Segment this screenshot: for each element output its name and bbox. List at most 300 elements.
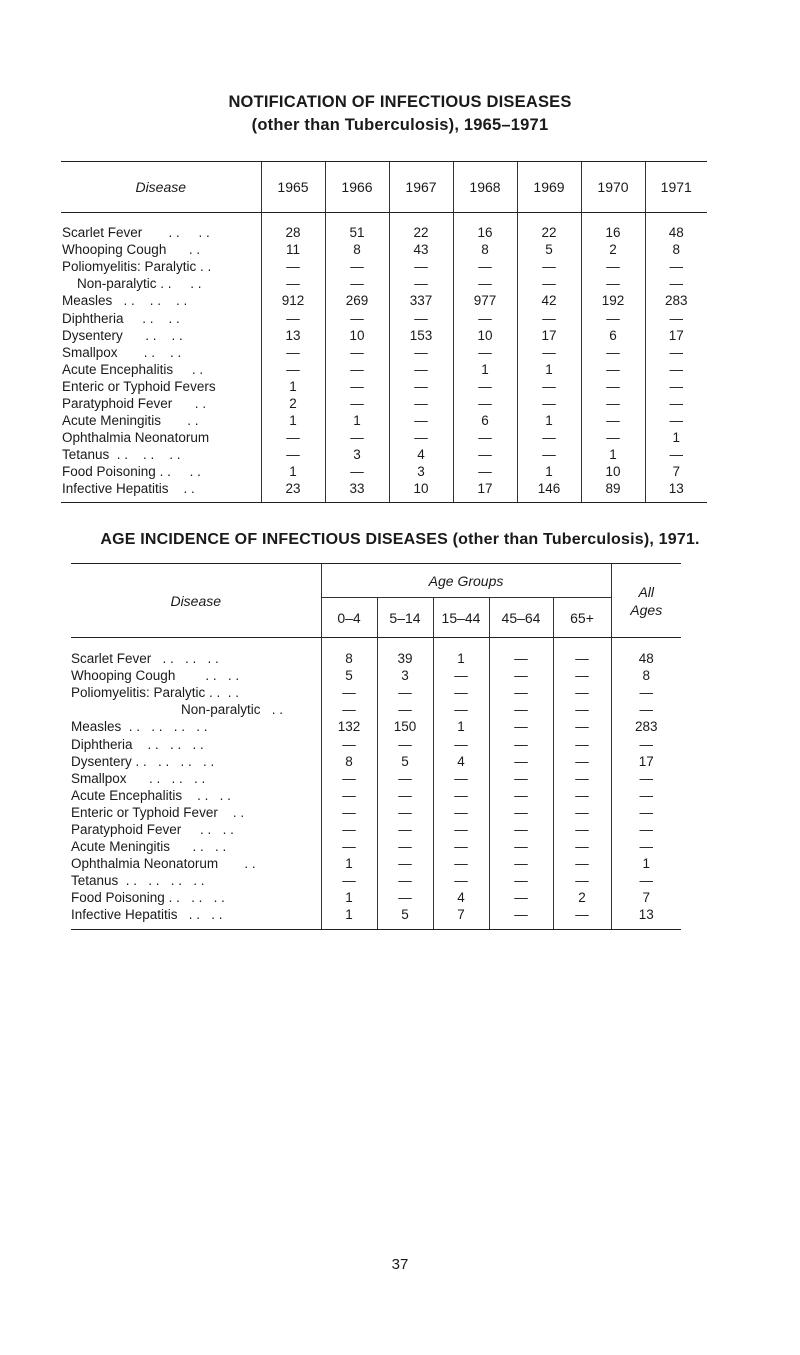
value-cell: — <box>261 258 325 275</box>
value-cell: — <box>517 275 581 292</box>
value-cell: 13 <box>645 480 707 502</box>
table-row <box>61 344 707 361</box>
value-cell: — <box>645 412 707 429</box>
value-cell: 1 <box>321 855 377 872</box>
col-header: 1965 <box>261 162 325 213</box>
disease-cell: Non-paralytic . . <box>181 702 284 718</box>
col-header: 1969 <box>517 162 581 213</box>
value-cell: 4 <box>389 446 453 463</box>
value-cell: — <box>553 804 611 821</box>
value-cell: — <box>611 735 681 752</box>
value-cell: — <box>489 787 553 804</box>
value-cell: — <box>321 735 377 752</box>
value-cell: — <box>321 838 377 855</box>
disease-cell: Acute Meningitis . . . . <box>71 839 227 855</box>
table-row <box>71 821 681 838</box>
disease-cell: Measles . . . . . . <box>62 293 188 309</box>
value-cell: — <box>325 378 389 395</box>
table-row <box>61 241 707 258</box>
table-row <box>61 327 707 344</box>
table-row <box>61 412 707 429</box>
value-cell: 51 <box>325 213 389 242</box>
title-1 <box>0 91 800 137</box>
value-cell: — <box>261 275 325 292</box>
value-cell: — <box>389 344 453 361</box>
value-cell: — <box>517 258 581 275</box>
disease-cell: Scarlet Fever . . . . . . <box>71 651 219 667</box>
value-cell: — <box>489 735 553 752</box>
value-cell: 22 <box>389 213 453 242</box>
all-ages-header <box>611 564 681 638</box>
value-cell: — <box>489 684 553 701</box>
value-cell: — <box>581 258 645 275</box>
value-cell: — <box>517 344 581 361</box>
value-cell: 23 <box>261 480 325 502</box>
value-cell: — <box>645 309 707 326</box>
value-cell: — <box>377 684 433 701</box>
value-cell: 89 <box>581 480 645 502</box>
table-row <box>61 258 707 275</box>
value-cell: 1 <box>261 463 325 480</box>
age-header: 15–44 <box>433 598 489 638</box>
value-cell: 1 <box>645 429 707 446</box>
table-row <box>71 872 681 889</box>
value-cell: — <box>453 309 517 326</box>
value-cell: — <box>553 638 611 668</box>
value-cell: 6 <box>453 412 517 429</box>
disease-header: Disease <box>71 564 321 638</box>
value-cell: — <box>433 701 489 718</box>
value-cell: — <box>581 344 645 361</box>
disease-cell: Poliomyelitis: Paralytic . . . . <box>71 685 240 701</box>
value-cell: — <box>581 378 645 395</box>
value-cell: 1 <box>581 446 645 463</box>
disease-cell: Ophthalmia Neonatorum . . <box>71 856 256 872</box>
value-cell: — <box>377 735 433 752</box>
value-cell: — <box>377 872 433 889</box>
value-cell: — <box>433 872 489 889</box>
value-cell: — <box>261 309 325 326</box>
value-cell: — <box>553 906 611 929</box>
value-cell: — <box>645 395 707 412</box>
value-cell: — <box>581 395 645 412</box>
value-cell: 7 <box>433 906 489 929</box>
page-number: 37 <box>391 1256 409 1273</box>
col-header: 1966 <box>325 162 389 213</box>
value-cell: — <box>489 906 553 929</box>
value-cell: — <box>453 258 517 275</box>
value-cell: — <box>489 638 553 668</box>
value-cell: — <box>553 667 611 684</box>
value-cell: 8 <box>611 667 681 684</box>
table-row <box>61 395 707 412</box>
value-cell: 5 <box>517 241 581 258</box>
table-2-body <box>71 638 681 930</box>
value-cell: — <box>489 838 553 855</box>
value-cell: — <box>553 701 611 718</box>
title-2: AGE INCIDENCE OF INFECTIOUS DISEASES (other than Tuberculosis), 1971. <box>100 531 700 548</box>
value-cell: — <box>433 667 489 684</box>
disease-cell: Enteric or Typhoid Fever . . <box>71 804 245 820</box>
value-cell: 5 <box>377 906 433 929</box>
value-cell: — <box>489 872 553 889</box>
table-2-header-row-1 <box>71 564 681 598</box>
value-cell: 150 <box>377 718 433 735</box>
value-cell: — <box>645 361 707 378</box>
value-cell: 3 <box>389 463 453 480</box>
table-row <box>61 275 707 292</box>
table-row <box>71 804 681 821</box>
value-cell: — <box>553 718 611 735</box>
value-cell: 977 <box>453 292 517 309</box>
value-cell: 132 <box>321 718 377 735</box>
disease-cell: Infective Hepatitis . . <box>61 480 261 502</box>
disease-cell: Smallpox . . . . . . <box>71 770 206 786</box>
value-cell: — <box>325 361 389 378</box>
value-cell: 3 <box>377 667 433 684</box>
value-cell: — <box>611 770 681 787</box>
value-cell: 8 <box>325 241 389 258</box>
value-cell: — <box>489 821 553 838</box>
value-cell: — <box>489 855 553 872</box>
value-cell: 1 <box>261 412 325 429</box>
value-cell: — <box>389 275 453 292</box>
value-cell: — <box>389 395 453 412</box>
col-header: 1971 <box>645 162 707 213</box>
value-cell: 4 <box>433 753 489 770</box>
disease-cell: Measles . . . . . . . . <box>71 719 208 735</box>
value-cell: — <box>377 787 433 804</box>
table-row <box>71 906 681 929</box>
value-cell: — <box>377 804 433 821</box>
value-cell: — <box>489 701 553 718</box>
disease-cell: Acute Encephalitis . . . . <box>71 787 231 803</box>
value-cell: 39 <box>377 638 433 668</box>
table-row <box>71 667 681 684</box>
value-cell: — <box>261 344 325 361</box>
col-header: 1968 <box>453 162 517 213</box>
value-cell: — <box>611 872 681 889</box>
table-row <box>61 429 707 446</box>
value-cell: 283 <box>645 292 707 309</box>
value-cell: — <box>553 787 611 804</box>
value-cell: — <box>517 378 581 395</box>
value-cell: 1 <box>517 361 581 378</box>
disease-cell: Ophthalmia Neonatorum <box>62 430 210 446</box>
col-header: 1970 <box>581 162 645 213</box>
disease-cell: Tetanus . . . . . . <box>62 447 181 463</box>
col-header: Disease <box>61 162 261 213</box>
age-header: 0–4 <box>321 598 377 638</box>
value-cell: 1 <box>517 412 581 429</box>
value-cell: 48 <box>611 638 681 668</box>
table-row <box>71 753 681 770</box>
value-cell: 8 <box>453 241 517 258</box>
value-cell: 8 <box>645 241 707 258</box>
value-cell: — <box>489 667 553 684</box>
value-cell: — <box>517 309 581 326</box>
value-cell: 22 <box>517 213 581 242</box>
value-cell: — <box>553 872 611 889</box>
disease-cell: Enteric or Typhoid Fevers <box>62 378 216 394</box>
disease-cell: Dysentery . . . . . . . . <box>71 753 215 769</box>
value-cell: — <box>261 446 325 463</box>
value-cell: — <box>611 821 681 838</box>
table-row <box>71 718 681 735</box>
value-cell: 10 <box>581 463 645 480</box>
value-cell: 17 <box>517 327 581 344</box>
value-cell: — <box>325 344 389 361</box>
table-row <box>71 889 681 906</box>
value-cell: 2 <box>553 889 611 906</box>
value-cell: 2 <box>581 241 645 258</box>
value-cell: 2 <box>261 395 325 412</box>
disease-cell: Poliomyelitis: Paralytic . . <box>62 259 212 275</box>
value-cell: — <box>433 838 489 855</box>
value-cell: — <box>377 770 433 787</box>
value-cell: — <box>489 753 553 770</box>
value-cell: — <box>517 395 581 412</box>
age-header: 5–14 <box>377 598 433 638</box>
value-cell: — <box>433 821 489 838</box>
value-cell: — <box>261 429 325 446</box>
value-cell: — <box>553 855 611 872</box>
value-cell: — <box>321 770 377 787</box>
disease-cell: Scarlet Fever . . . . <box>62 225 210 241</box>
value-cell: — <box>489 718 553 735</box>
table-row <box>71 735 681 752</box>
col-header: 1967 <box>389 162 453 213</box>
disease-cell: Food Poisoning . . . . <box>62 464 201 480</box>
value-cell: — <box>433 855 489 872</box>
value-cell: 13 <box>261 327 325 344</box>
value-cell: — <box>453 446 517 463</box>
value-cell: — <box>553 838 611 855</box>
value-cell: 17 <box>453 480 517 502</box>
value-cell: 1 <box>517 463 581 480</box>
disease-cell: Tetanus . . . . . . . . <box>71 873 205 889</box>
table-row <box>61 309 707 326</box>
value-cell: — <box>321 684 377 701</box>
value-cell: 17 <box>611 753 681 770</box>
value-cell: 5 <box>377 753 433 770</box>
age-header: 45–64 <box>489 598 553 638</box>
disease-cell: Smallpox . . . . <box>62 344 182 360</box>
disease-cell: Whooping Cough . . . . <box>71 668 240 684</box>
disease-cell: Diphtheria . . . . . . <box>71 736 204 752</box>
table-row <box>71 701 681 718</box>
value-cell: — <box>389 412 453 429</box>
table-row <box>61 292 707 309</box>
value-cell: 10 <box>453 327 517 344</box>
disease-cell: Dysentery . . . . <box>62 327 183 343</box>
value-cell: — <box>433 787 489 804</box>
value-cell: — <box>489 889 553 906</box>
disease-cell: Paratyphoid Fever . . <box>62 395 207 411</box>
value-cell: 1 <box>261 378 325 395</box>
value-cell: — <box>453 429 517 446</box>
value-cell: — <box>377 855 433 872</box>
value-cell: 1 <box>433 638 489 668</box>
value-cell: — <box>581 429 645 446</box>
value-cell: 13 <box>611 906 681 929</box>
value-cell: 1 <box>321 906 377 929</box>
value-cell: 4 <box>433 889 489 906</box>
value-cell: 7 <box>611 889 681 906</box>
value-cell: — <box>433 735 489 752</box>
table-1-header-row <box>61 162 707 213</box>
value-cell: — <box>389 429 453 446</box>
table-row <box>61 463 707 480</box>
age-incidence-table <box>71 563 681 930</box>
value-cell: 33 <box>325 480 389 502</box>
value-cell: — <box>389 378 453 395</box>
value-cell: — <box>517 446 581 463</box>
title-1-line-2: (other than Tuberculosis), 1965–1971 <box>251 116 549 134</box>
value-cell: 1 <box>321 889 377 906</box>
table-row <box>71 855 681 872</box>
value-cell: — <box>325 309 389 326</box>
title-1-line-1: NOTIFICATION OF INFECTIOUS DISEASES <box>228 93 572 111</box>
value-cell: — <box>517 429 581 446</box>
value-cell: — <box>553 735 611 752</box>
value-cell: — <box>433 684 489 701</box>
disease-cell: Diphtheria . . . . <box>62 310 180 326</box>
value-cell: 912 <box>261 292 325 309</box>
value-cell: 283 <box>611 718 681 735</box>
value-cell: — <box>321 804 377 821</box>
value-cell: — <box>377 838 433 855</box>
value-cell: 10 <box>389 480 453 502</box>
value-cell: — <box>389 258 453 275</box>
value-cell: 43 <box>389 241 453 258</box>
value-cell: — <box>581 412 645 429</box>
value-cell: 10 <box>325 327 389 344</box>
value-cell: — <box>389 309 453 326</box>
value-cell: 5 <box>321 667 377 684</box>
value-cell: — <box>453 463 517 480</box>
value-cell: 192 <box>581 292 645 309</box>
table-row <box>71 787 681 804</box>
notification-table <box>61 161 707 503</box>
value-cell: — <box>389 361 453 378</box>
all-ages-line-2: Ages <box>630 601 663 618</box>
value-cell: — <box>261 361 325 378</box>
value-cell: — <box>581 361 645 378</box>
value-cell: — <box>645 258 707 275</box>
value-cell: — <box>611 804 681 821</box>
value-cell: — <box>453 275 517 292</box>
value-cell: 1 <box>453 361 517 378</box>
disease-cell: Whooping Cough . . <box>62 242 201 258</box>
value-cell: — <box>553 821 611 838</box>
value-cell: — <box>453 378 517 395</box>
value-cell: — <box>581 309 645 326</box>
disease-cell: Infective Hepatitis . . . . <box>71 906 321 929</box>
value-cell: — <box>321 701 377 718</box>
disease-cell: Acute Encephalitis . . <box>62 361 204 377</box>
age-header: 65+ <box>553 598 611 638</box>
disease-cell: Acute Meningitis . . <box>62 413 199 429</box>
age-groups-header: Age Groups <box>321 564 611 598</box>
value-cell: 3 <box>325 446 389 463</box>
value-cell: — <box>611 701 681 718</box>
table-row <box>61 480 707 502</box>
value-cell: — <box>581 275 645 292</box>
value-cell: 269 <box>325 292 389 309</box>
value-cell: — <box>377 821 433 838</box>
value-cell: — <box>325 275 389 292</box>
disease-cell: Non-paralytic . . . . <box>62 276 202 292</box>
all-ages-line-1: All <box>638 583 655 600</box>
value-cell: — <box>321 821 377 838</box>
table-row <box>71 638 681 668</box>
value-cell: 153 <box>389 327 453 344</box>
value-cell: — <box>433 770 489 787</box>
value-cell: — <box>611 684 681 701</box>
value-cell: 1 <box>325 412 389 429</box>
value-cell: — <box>325 463 389 480</box>
value-cell: 48 <box>645 213 707 242</box>
value-cell: 146 <box>517 480 581 502</box>
value-cell: 8 <box>321 753 377 770</box>
value-cell: 16 <box>453 213 517 242</box>
value-cell: 6 <box>581 327 645 344</box>
value-cell: — <box>453 344 517 361</box>
table-row <box>61 213 707 242</box>
value-cell: — <box>645 378 707 395</box>
value-cell: — <box>489 804 553 821</box>
disease-cell: Paratyphoid Fever . . . . <box>71 821 234 837</box>
value-cell: — <box>553 770 611 787</box>
value-cell: — <box>321 872 377 889</box>
value-cell: — <box>377 701 433 718</box>
value-cell: — <box>321 787 377 804</box>
table-row <box>71 684 681 701</box>
value-cell: 28 <box>261 213 325 242</box>
value-cell: — <box>325 395 389 412</box>
value-cell: 42 <box>517 292 581 309</box>
table-1-body <box>61 213 707 503</box>
value-cell: — <box>553 753 611 770</box>
value-cell: — <box>553 684 611 701</box>
value-cell: — <box>645 446 707 463</box>
disease-cell: Food Poisoning . . . . . . <box>71 890 225 906</box>
table-row <box>61 446 707 463</box>
value-cell: 1 <box>611 855 681 872</box>
table-row <box>61 361 707 378</box>
value-cell: 8 <box>321 638 377 668</box>
value-cell: — <box>377 889 433 906</box>
value-cell: — <box>433 804 489 821</box>
table-row <box>71 770 681 787</box>
value-cell: — <box>489 770 553 787</box>
value-cell: — <box>611 787 681 804</box>
table-row <box>71 838 681 855</box>
value-cell: 337 <box>389 292 453 309</box>
value-cell: 17 <box>645 327 707 344</box>
value-cell: — <box>611 838 681 855</box>
value-cell: 16 <box>581 213 645 242</box>
value-cell: — <box>645 344 707 361</box>
value-cell: — <box>325 258 389 275</box>
value-cell: 7 <box>645 463 707 480</box>
value-cell: — <box>325 429 389 446</box>
table-row <box>61 378 707 395</box>
value-cell: — <box>645 275 707 292</box>
value-cell: 1 <box>433 718 489 735</box>
value-cell: — <box>453 395 517 412</box>
